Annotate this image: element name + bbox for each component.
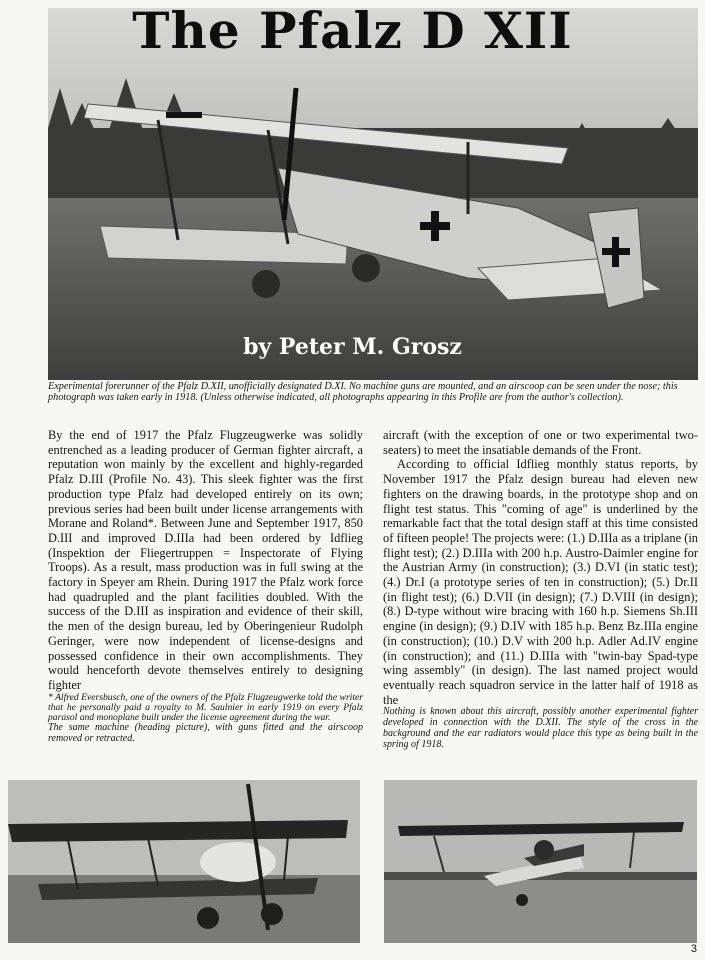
left-body-paragraph: By the end of 1917 the Pfalz Flugzeugwerke was solidly entrenched as a leading producer of German fighter aircraft, a reputation won mainly by the excellent and highly-regarded Pfalz D.III (Profile No. 43). This sleek fighter was the first production type Pfalz had developed entirely on its own; previous series had been built under license arrangements with Morane and Roland*. Between June and September 1917, 850 D.III and improved D.IIIa had been ordered by Idflieg (Inspektion der Fliegertruppen = Inspectorate of Flying Troops). As a result, mass production was in full swing at the factory in Speyer am Rhein. During 1917 the Pfalz work force had quadrupled and the plant facilities doubled. With the success of the D.III as inspiration and evidence of their skill, the men of the design bureau, led by Oberingenieur Rudolph Geringer, were now independent of license-designs and possessed confidence in their own accomplishments. They would henceforth devote themselves entirely to designing fighter	[48, 428, 363, 692]
right-photo-caption: Nothing is known about this aircraft, possibly another experimental fighter developed in connection with the D.XII. The style of the cross in the background and the ear radiators would place this type as being built in the spring of 1918.	[383, 706, 698, 750]
left-photo-caption: The same machine (heading picture), with guns fitted and the airscoop removed or retracted.	[48, 722, 363, 745]
article-byline: by Peter M. Grosz	[243, 334, 462, 360]
right-column	[383, 428, 698, 751]
left-column	[48, 428, 363, 745]
hero-photo	[48, 8, 698, 380]
aircraft-photo-right	[384, 780, 697, 943]
footnote: * Alfred Eversbusch, one of the owners of the Pfalz Flugzeugwerke told the writer that he personally paid a royalty to M. Saulnier in early 1919 on every Pfalz parasol and monoplane built under the license agreement during the war.	[48, 691, 363, 724]
biplane-photo-left	[8, 780, 360, 943]
page-number: 3	[690, 943, 697, 955]
right-paragraph-2: According to official Idflieg monthly status reports, by November 1917 the Pfalz design bureau had eleven new fighters on the drawing boards, in the prototype shop and on flight test status. This "coming of age" is underlined by the remarkable fact that the total design staff at this time consisted of fifteen people! The projects were: (1.) D.IIIa as a triplane (in flight test); (2.) D.IIIa with 200 h.p. Austro-Daimler engine for the Austrian Army (in construction); (3.) D.VI (in static test); (4.) Dr.I (a prototype series of ten in construction); (5.) Dr.II (in flight test); (6.) D.VII (in design); (7.) D.VIII (in design); (8.) D-type without wire bracing with 160 h.p. Siemens Sh.III engine (in design); (9.) D.IV with 185 h.p. Benz Bz.IIIa engine (in construction); (10.) D.V with 200 h.p. Adler Ad.IV engine (in construction); and (11.) D.IIIa with "twin-bay Spad-type wing assembly" (in design). The last named project would eventually reach squadron service in the latter half of 1918 as the	[383, 457, 698, 707]
article-title: The Pfalz D XII	[132, 1, 573, 60]
hero-photo-caption: Experimental forerunner of the Pfalz D.XII, unofficially designated D.XI. No machine guns are mounted, and an airscoop can be seen under the nose; this photograph was taken early in 1918. (Unless otherwise indicated, all photographs appearing in this Profile are from the author's collection).	[48, 381, 678, 403]
right-paragraph-1: aircraft (with the exception of one or two experimental two-seaters) to meet the insatiable demands of the Front.	[383, 428, 698, 457]
